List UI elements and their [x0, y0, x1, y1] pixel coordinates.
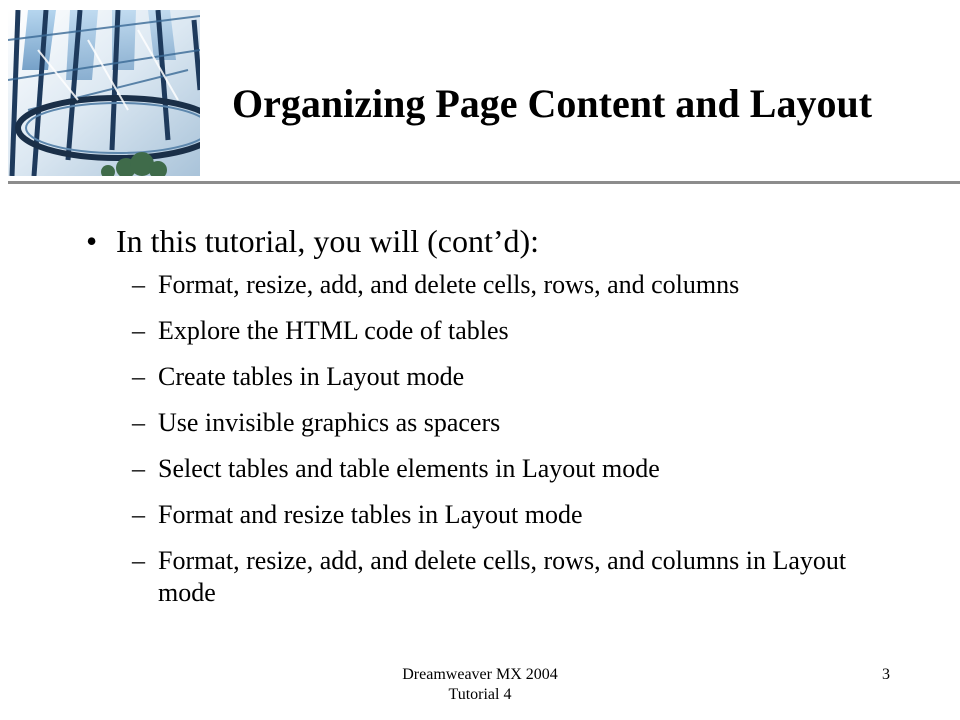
sub-bullet-text: Create tables in Layout mode	[158, 362, 465, 391]
dash-marker: –	[132, 454, 145, 483]
dash-marker: –	[132, 408, 145, 437]
dash-marker: –	[132, 270, 145, 299]
dash-marker: –	[132, 362, 145, 391]
dash-marker: –	[132, 316, 145, 345]
sub-bullet	[132, 361, 878, 393]
main-bullet	[86, 221, 539, 261]
sub-bullet	[132, 315, 878, 347]
sub-bullet	[132, 499, 878, 531]
main-bullet-text: In this tutorial, you will (cont’d):	[116, 223, 540, 259]
sub-bullet-text: Select tables and table elements in Layout mode	[158, 454, 660, 483]
slide-title: Organizing Page Content and Layout	[232, 81, 873, 126]
sub-bullet	[132, 407, 878, 439]
header-photo	[8, 10, 200, 176]
sub-bullet-list	[132, 269, 878, 623]
sub-bullet	[132, 269, 878, 301]
sub-bullet-text: Format, resize, add, and delete cells, rows, and columns in Layout mode	[158, 546, 847, 607]
sub-bullet-text: Explore the HTML code of tables	[158, 316, 509, 345]
title-divider	[8, 181, 960, 184]
dash-marker: –	[132, 500, 145, 529]
footer-line-2: Tutorial 4	[448, 686, 512, 703]
sub-bullet	[132, 545, 878, 609]
dash-marker: –	[132, 546, 145, 575]
bullet-marker: •	[86, 223, 98, 259]
sub-bullet-text: Format, resize, add, and delete cells, rows, and columns	[158, 270, 740, 299]
footer-line-1: Dreamweaver MX 2004	[402, 666, 558, 683]
sub-bullet-text: Use invisible graphics as spacers	[158, 408, 501, 437]
footer-course	[340, 665, 620, 705]
sub-bullet-text: Format and resize tables in Layout mode	[158, 500, 583, 529]
page-number: 3	[882, 666, 890, 683]
sub-bullet	[132, 453, 878, 485]
